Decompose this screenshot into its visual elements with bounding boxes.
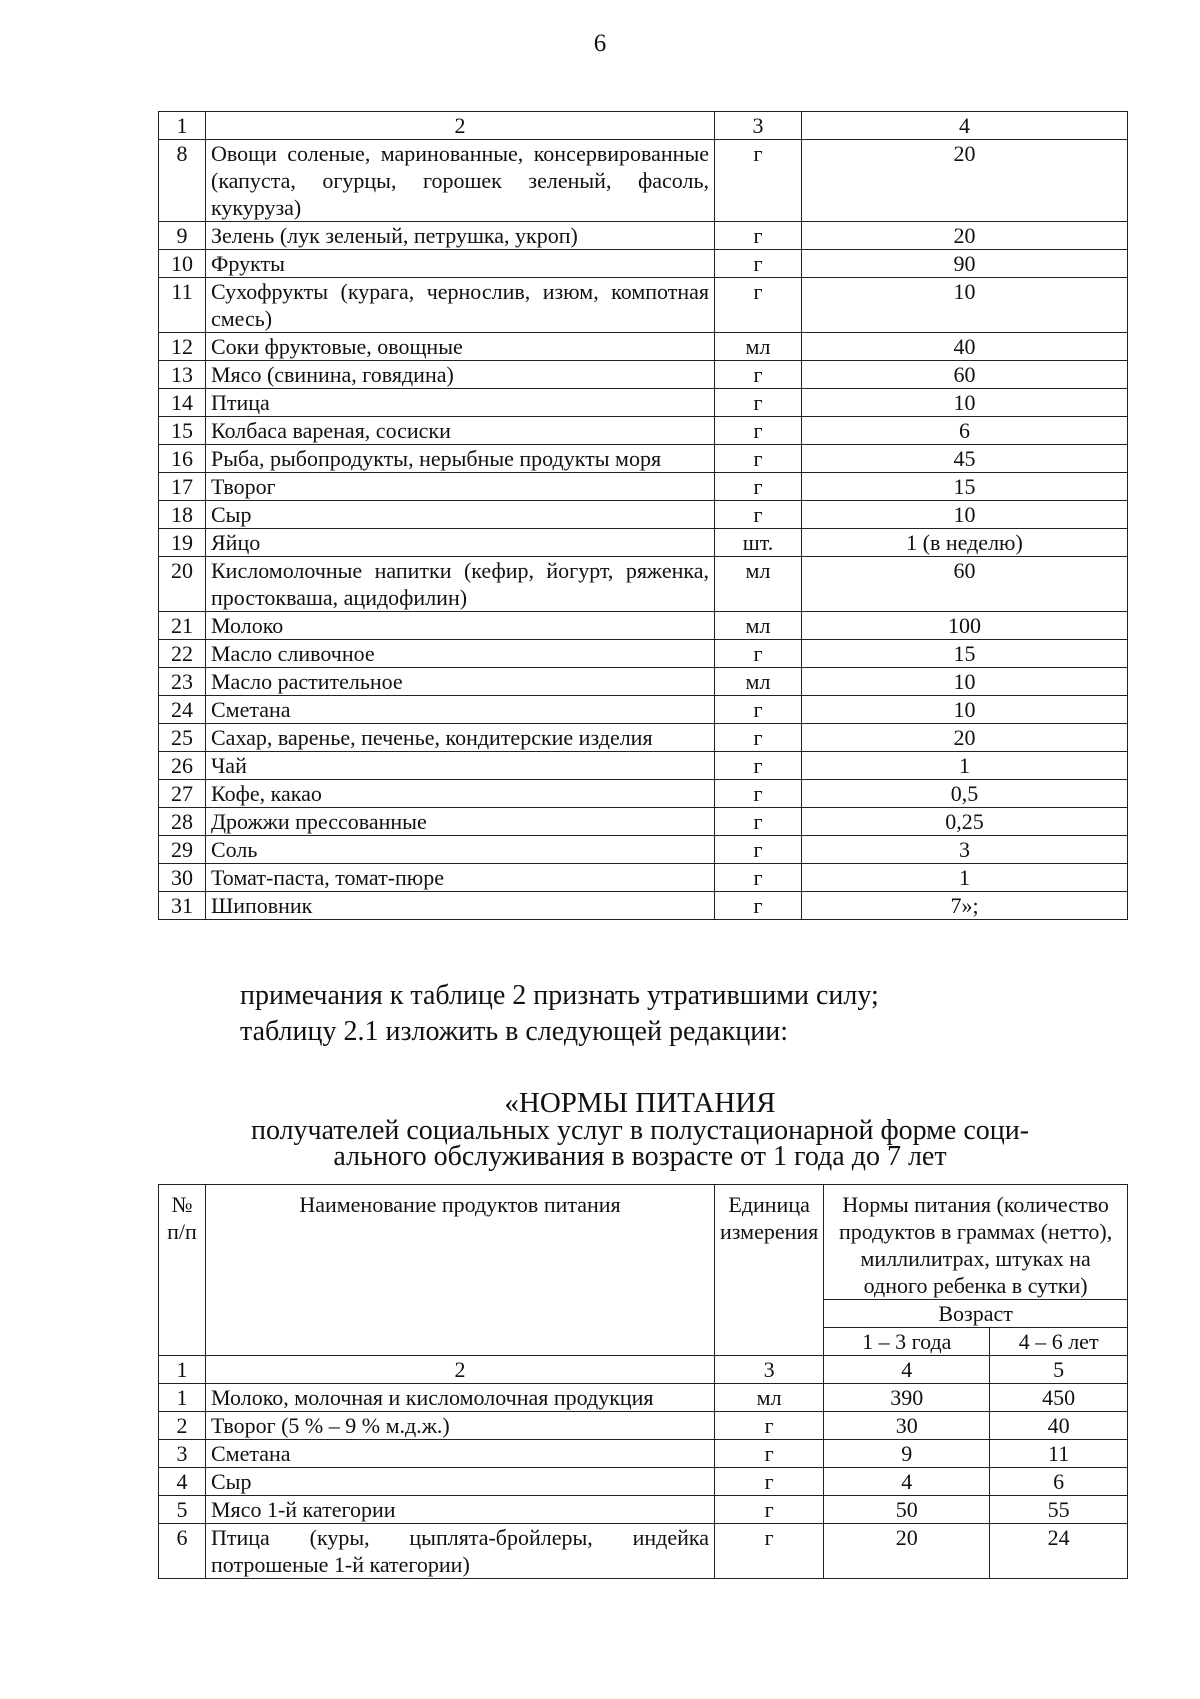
row-number: 9 xyxy=(159,222,206,250)
header-unit: Единица измерения xyxy=(715,1185,824,1356)
product-name: Фрукты xyxy=(206,250,715,278)
title-line: получателей социальных услуг в полустационарной форме соци- xyxy=(250,1115,1030,1146)
product-name: Сыр xyxy=(206,1468,715,1496)
table-row xyxy=(159,724,1128,752)
product-name: Молоко, молочная и кисломолочная продукция xyxy=(206,1384,715,1412)
table-row xyxy=(159,557,1128,612)
unit: г xyxy=(715,473,802,501)
row-number: 17 xyxy=(159,473,206,501)
table-row xyxy=(159,612,1128,640)
norm-value: 1 xyxy=(802,752,1128,780)
unit: г xyxy=(715,250,802,278)
title-main: «НОРМЫ ПИТАНИЯ xyxy=(504,1087,776,1119)
col-number-cell: 1 xyxy=(159,112,206,140)
unit: г xyxy=(715,808,802,836)
norm-age-4-6: 40 xyxy=(990,1412,1128,1440)
col-number-cell: 1 xyxy=(159,1356,206,1384)
norm-age-1-3: 4 xyxy=(824,1468,990,1496)
table-row xyxy=(159,473,1128,501)
row-number: 15 xyxy=(159,417,206,445)
product-name: Овощи соленые, маринованные, консервированные (капуста, огурцы, горошек зеленый, фасоль, кукуруза) xyxy=(206,140,715,222)
row-number: 29 xyxy=(159,836,206,864)
unit: мл xyxy=(715,612,802,640)
table-row xyxy=(159,864,1128,892)
row-number: 21 xyxy=(159,612,206,640)
unit: г xyxy=(715,1412,824,1440)
product-name: Кофе, какао xyxy=(206,780,715,808)
row-number: 12 xyxy=(159,333,206,361)
unit: мл xyxy=(715,333,802,361)
norm-value: 7»; xyxy=(802,892,1128,920)
product-name: Дрожжи прессованные xyxy=(206,808,715,836)
product-name: Сухофрукты (курага, чернослив, изюм, компотная смесь) xyxy=(206,278,715,333)
row-number: 18 xyxy=(159,501,206,529)
norm-age-1-3: 50 xyxy=(824,1496,990,1524)
norm-age-1-3: 9 xyxy=(824,1440,990,1468)
row-number: 8 xyxy=(159,140,206,222)
unit: г xyxy=(715,1496,824,1524)
norm-value: 15 xyxy=(802,640,1128,668)
table-row xyxy=(159,892,1128,920)
unit: г xyxy=(715,864,802,892)
norm-value: 10 xyxy=(802,278,1128,333)
unit: мл xyxy=(715,1384,824,1412)
table-row xyxy=(159,1412,1128,1440)
norm-value: 15 xyxy=(802,473,1128,501)
table-title xyxy=(150,1088,1130,1170)
header-number: № п/п xyxy=(159,1185,206,1356)
product-name: Мясо 1-й категории xyxy=(206,1496,715,1524)
product-name: Соль xyxy=(206,836,715,864)
product-name: Рыба, рыбопродукты, нерыбные продукты моря xyxy=(206,445,715,473)
table-row xyxy=(159,417,1128,445)
unit: г xyxy=(715,140,802,222)
product-name: Соки фруктовые, овощные xyxy=(206,333,715,361)
product-name: Молоко xyxy=(206,612,715,640)
product-name: Зелень (лук зеленый, петрушка, укроп) xyxy=(206,222,715,250)
norm-value: 10 xyxy=(802,668,1128,696)
table-row xyxy=(159,1384,1128,1412)
table-row xyxy=(159,1524,1128,1579)
norm-age-4-6: 11 xyxy=(990,1440,1128,1468)
header-norms: Нормы питания (количество продуктов в граммах (нетто), миллилитрах, штуках на одного ребенка в сутки) xyxy=(824,1185,1128,1300)
row-number: 14 xyxy=(159,389,206,417)
title-line: ального обслуживания в возрасте от 1 года до 7 лет xyxy=(333,1141,947,1172)
row-number: 28 xyxy=(159,808,206,836)
norm-value: 90 xyxy=(802,250,1128,278)
row-number: 19 xyxy=(159,529,206,557)
table-row xyxy=(159,1468,1128,1496)
unit: г xyxy=(715,836,802,864)
norm-value: 10 xyxy=(802,389,1128,417)
table-row xyxy=(159,808,1128,836)
header-age-1-3: 1 – 3 года xyxy=(824,1328,990,1356)
table-row xyxy=(159,752,1128,780)
unit: г xyxy=(715,780,802,808)
header-age: Возраст xyxy=(824,1300,1128,1328)
product-name: Колбаса вареная, сосиски xyxy=(206,417,715,445)
unit: г xyxy=(715,501,802,529)
amendment-paragraphs xyxy=(240,978,1120,1050)
row-number: 31 xyxy=(159,892,206,920)
row-number: 20 xyxy=(159,557,206,612)
row-number: 27 xyxy=(159,780,206,808)
table-column-numbers xyxy=(159,112,1128,140)
col-number-cell: 2 xyxy=(206,1356,715,1384)
unit: г xyxy=(715,1440,824,1468)
norm-value: 10 xyxy=(802,696,1128,724)
food-norms-table-continued xyxy=(158,111,1128,920)
table-row xyxy=(159,640,1128,668)
unit: г xyxy=(715,696,802,724)
norm-value: 1 xyxy=(802,864,1128,892)
row-number: 5 xyxy=(159,1496,206,1524)
product-name: Сыр xyxy=(206,501,715,529)
unit: г xyxy=(715,361,802,389)
product-name: Сметана xyxy=(206,1440,715,1468)
norm-value: 100 xyxy=(802,612,1128,640)
unit: мл xyxy=(715,668,802,696)
norm-age-4-6: 24 xyxy=(990,1524,1128,1579)
unit: г xyxy=(715,417,802,445)
unit: г xyxy=(715,1468,824,1496)
unit: г xyxy=(715,445,802,473)
row-number: 25 xyxy=(159,724,206,752)
table-row xyxy=(159,140,1128,222)
table-column-numbers xyxy=(159,1356,1128,1384)
unit: г xyxy=(715,389,802,417)
norm-value: 10 xyxy=(802,501,1128,529)
product-name: Мясо (свинина, говядина) xyxy=(206,361,715,389)
product-name: Томат-паста, томат-пюре xyxy=(206,864,715,892)
row-number: 30 xyxy=(159,864,206,892)
product-name: Кисломолочные напитки (кефир, йогурт, ряженка, простокваша, ацидофилин) xyxy=(206,557,715,612)
table-row xyxy=(159,836,1128,864)
row-number: 10 xyxy=(159,250,206,278)
unit: г xyxy=(715,892,802,920)
col-number-cell: 3 xyxy=(715,1356,824,1384)
product-name: Масло растительное xyxy=(206,668,715,696)
row-number: 26 xyxy=(159,752,206,780)
table-row xyxy=(159,278,1128,333)
table-row xyxy=(159,529,1128,557)
norm-value: 0,25 xyxy=(802,808,1128,836)
col-number-cell: 2 xyxy=(206,112,715,140)
table-row xyxy=(159,445,1128,473)
paragraph: примечания к таблице 2 признать утратившими силу; xyxy=(240,980,879,1011)
product-name: Птица (куры, цыплята-бройлеры, индейка потрошеные 1-й категории) xyxy=(206,1524,715,1579)
product-name: Сахар, варенье, печенье, кондитерские изделия xyxy=(206,724,715,752)
norm-value: 6 xyxy=(802,417,1128,445)
norm-value: 45 xyxy=(802,445,1128,473)
product-name: Сметана xyxy=(206,696,715,724)
col-number-cell: 3 xyxy=(715,112,802,140)
product-name: Шиповник xyxy=(206,892,715,920)
product-name: Чай xyxy=(206,752,715,780)
row-number: 6 xyxy=(159,1524,206,1579)
unit: г xyxy=(715,640,802,668)
row-number: 13 xyxy=(159,361,206,389)
norm-age-1-3: 20 xyxy=(824,1524,990,1579)
norm-age-4-6: 6 xyxy=(990,1468,1128,1496)
table-row xyxy=(159,501,1128,529)
product-name: Масло сливочное xyxy=(206,640,715,668)
unit: шт. xyxy=(715,529,802,557)
col-number-cell: 4 xyxy=(802,112,1128,140)
row-number: 16 xyxy=(159,445,206,473)
table-row xyxy=(159,389,1128,417)
header-product-name: Наименование продуктов питания xyxy=(206,1185,715,1356)
unit: г xyxy=(715,724,802,752)
norm-value: 0,5 xyxy=(802,780,1128,808)
norm-value: 3 xyxy=(802,836,1128,864)
food-norms-table-2-1 xyxy=(158,1184,1128,1579)
norm-value: 60 xyxy=(802,361,1128,389)
row-number: 11 xyxy=(159,278,206,333)
norm-value: 40 xyxy=(802,333,1128,361)
norm-age-4-6: 55 xyxy=(990,1496,1128,1524)
norm-age-1-3: 30 xyxy=(824,1412,990,1440)
unit: г xyxy=(715,278,802,333)
product-name: Творог (5 % – 9 % м.д.ж.) xyxy=(206,1412,715,1440)
table-row xyxy=(159,1440,1128,1468)
table-row xyxy=(159,780,1128,808)
norm-value: 20 xyxy=(802,724,1128,752)
table-row xyxy=(159,361,1128,389)
page-number: 6 xyxy=(593,30,607,57)
norm-age-4-6: 450 xyxy=(990,1384,1128,1412)
header-age-4-6: 4 – 6 лет xyxy=(990,1328,1128,1356)
norm-age-1-3: 390 xyxy=(824,1384,990,1412)
row-number: 4 xyxy=(159,1468,206,1496)
table-row xyxy=(159,668,1128,696)
product-name: Яйцо xyxy=(206,529,715,557)
unit: мл xyxy=(715,557,802,612)
paragraph: таблицу 2.1 изложить в следующей редакции: xyxy=(240,1016,789,1047)
table-row xyxy=(159,250,1128,278)
norm-value: 20 xyxy=(802,140,1128,222)
product-name: Птица xyxy=(206,389,715,417)
unit: г xyxy=(715,1524,824,1579)
product-name: Творог xyxy=(206,473,715,501)
col-number-cell: 5 xyxy=(990,1356,1128,1384)
table-row xyxy=(159,222,1128,250)
row-number: 24 xyxy=(159,696,206,724)
table-row xyxy=(159,333,1128,361)
row-number: 3 xyxy=(159,1440,206,1468)
unit: г xyxy=(715,222,802,250)
table-row xyxy=(159,1496,1128,1524)
row-number: 1 xyxy=(159,1384,206,1412)
col-number-cell: 4 xyxy=(824,1356,990,1384)
unit: г xyxy=(715,752,802,780)
row-number: 22 xyxy=(159,640,206,668)
norm-value: 1 (в неделю) xyxy=(802,529,1128,557)
row-number: 23 xyxy=(159,668,206,696)
norm-value: 60 xyxy=(802,557,1128,612)
norm-value: 20 xyxy=(802,222,1128,250)
row-number: 2 xyxy=(159,1412,206,1440)
table-row xyxy=(159,696,1128,724)
